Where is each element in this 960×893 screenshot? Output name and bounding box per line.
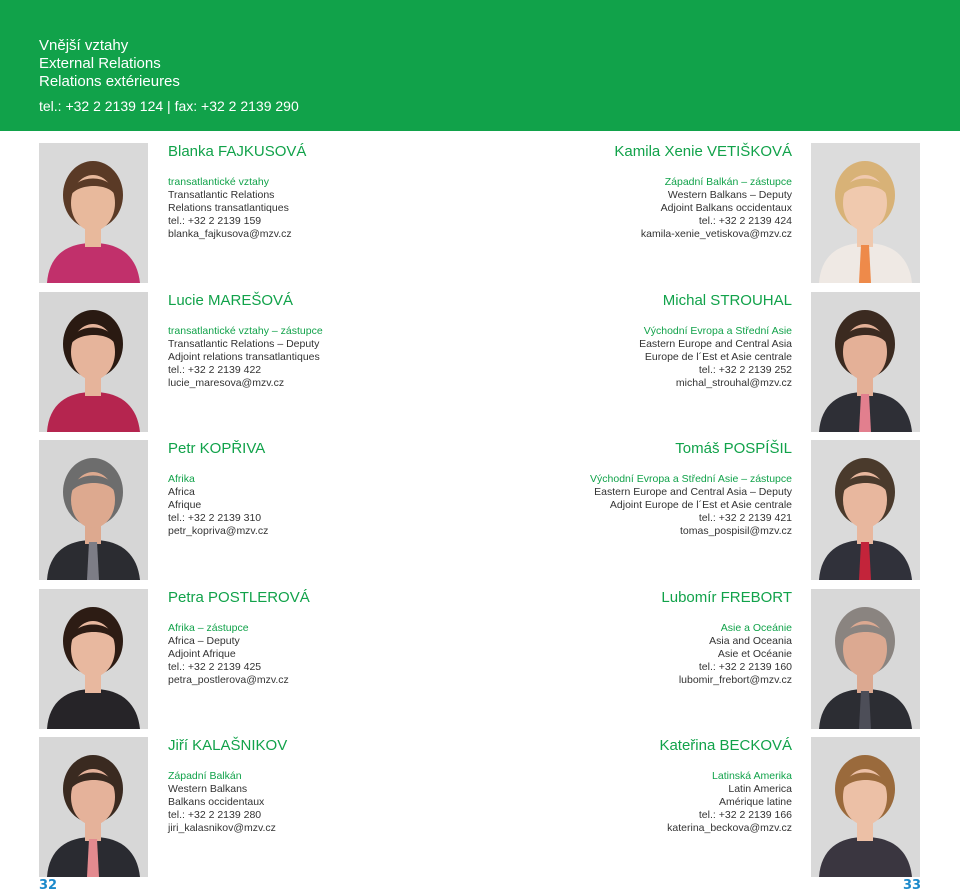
person-phone: tel.: +32 2 2139 421 — [698, 512, 792, 524]
page-number-right: 33 — [903, 878, 922, 893]
person-role-cs: Západní Balkán – zástupce — [664, 176, 792, 188]
person-email[interactable]: kamila-xenie_vetiskova@mzv.cz — [640, 228, 792, 240]
person-role-fr: Adjoint Balkans occidentaux — [660, 202, 792, 214]
person-role-cs: Východní Evropa a Střední Asie — [643, 325, 792, 337]
person-name: Michal STROUHAL — [662, 292, 792, 309]
person-role-fr: Adjoint Afrique — [168, 648, 236, 660]
person-name: Kamila Xenie VETIŠKOVÁ — [614, 143, 792, 160]
person-phone: tel.: +32 2 2139 424 — [698, 215, 792, 227]
person-role-cs: transatlantické vztahy — [168, 176, 269, 188]
section-contact: tel.: +32 2 2139 124 | fax: +32 2 2139 290 — [39, 98, 299, 114]
title-cs: Vnější vztahy — [39, 37, 129, 54]
person-role-cs: Východní Evropa a Střední Asie – zástupce — [590, 473, 792, 485]
person-role-fr: Relations transatlantiques — [168, 202, 289, 214]
person-role-en: Asia and Oceania — [709, 635, 792, 647]
person-email[interactable]: jiri_kalasnikov@mzv.cz — [168, 822, 276, 834]
person-email[interactable]: lucie_maresova@mzv.cz — [168, 377, 285, 389]
person-details — [492, 325, 792, 390]
person-role-fr: Asie et Océanie — [717, 648, 792, 660]
person-details — [492, 622, 792, 687]
person-info — [492, 737, 792, 835]
person-role-fr: Balkans occidentaux — [168, 796, 265, 808]
person-role-fr: Afrique — [168, 499, 202, 511]
person-card — [0, 292, 960, 432]
person-phone: tel.: +32 2 2139 252 — [698, 364, 792, 376]
person-phone: tel.: +32 2 2139 166 — [698, 809, 792, 821]
person-phone: tel.: +32 2 2139 280 — [168, 809, 262, 821]
person-role-fr: Europe de l´Est et Asie centrale — [644, 351, 792, 363]
person-card — [0, 143, 960, 283]
person-info — [492, 440, 792, 538]
person-details — [492, 473, 792, 538]
person-role-en: Western Balkans — [168, 783, 248, 795]
person-role-en: Africa – Deputy — [168, 635, 240, 647]
person-role-fr: Amérique latine — [719, 796, 792, 808]
person-info — [492, 292, 792, 390]
person-role-cs: Asie a Oceánie — [720, 622, 792, 634]
person-role-en: Africa — [168, 486, 195, 498]
person-role-fr: Adjoint relations transatlantiques — [168, 351, 320, 363]
person-name: Lucie MAREŠOVÁ — [168, 292, 294, 309]
person-card — [0, 589, 960, 729]
person-photo — [811, 737, 920, 877]
person-name: Blanka FAJKUSOVÁ — [168, 143, 307, 160]
person-email[interactable]: petra_postlerova@mzv.cz — [168, 674, 289, 686]
person-phone: tel.: +32 2 2139 422 — [168, 364, 262, 376]
person-details — [492, 176, 792, 241]
title-fr: Relations extérieures — [39, 73, 180, 90]
person-info — [492, 143, 792, 241]
title-en: External Relations — [39, 55, 161, 72]
person-role-fr: Adjoint Europe de l´Est et Asie centrale — [609, 499, 792, 511]
person-email[interactable]: petr_kopriva@mzv.cz — [168, 525, 269, 537]
person-phone: tel.: +32 2 2139 425 — [168, 661, 262, 673]
person-name: Kateřina BECKOVÁ — [659, 737, 792, 754]
person-role-cs: Afrika – zástupce — [168, 622, 249, 634]
person-phone: tel.: +32 2 2139 160 — [698, 661, 792, 673]
person-name: Petra POSTLEROVÁ — [168, 589, 310, 606]
person-email[interactable]: michal_strouhal@mzv.cz — [675, 377, 792, 389]
person-photo — [811, 292, 920, 432]
person-photo — [811, 589, 920, 729]
person-card — [0, 440, 960, 580]
person-role-en: Transatlantic Relations – Deputy — [168, 338, 320, 350]
person-role-en: Eastern Europe and Central Asia – Deputy — [594, 486, 792, 498]
person-details — [492, 770, 792, 835]
person-name: Lubomír FREBORT — [661, 589, 792, 606]
person-email[interactable]: katerina_beckova@mzv.cz — [667, 822, 792, 834]
person-email[interactable]: blanka_fajkusova@mzv.cz — [168, 228, 292, 240]
person-card — [0, 737, 960, 877]
person-role-cs: Západní Balkán — [168, 770, 242, 782]
section-header — [0, 0, 960, 131]
person-photo — [811, 143, 920, 283]
person-email[interactable]: tomas_pospisil@mzv.cz — [680, 525, 792, 537]
person-role-en: Latin America — [728, 783, 792, 795]
person-role-cs: transatlantické vztahy – zástupce — [168, 325, 323, 337]
person-name: Tomáš POSPÍŠIL — [675, 440, 792, 457]
person-name: Jiří KALAŠNIKOV — [168, 737, 288, 754]
person-role-cs: Afrika — [168, 473, 195, 485]
person-role-en: Transatlantic Relations — [168, 189, 275, 201]
person-phone: tel.: +32 2 2139 310 — [168, 512, 262, 524]
person-role-en: Eastern Europe and Central Asia — [639, 338, 792, 350]
person-info — [492, 589, 792, 687]
person-photo — [811, 440, 920, 580]
person-email[interactable]: lubomir_frebort@mzv.cz — [678, 674, 792, 686]
person-role-en: Western Balkans – Deputy — [667, 189, 792, 201]
page-number-left: 32 — [39, 878, 58, 893]
person-role-cs: Latinská Amerika — [712, 770, 792, 782]
person-phone: tel.: +32 2 2139 159 — [168, 215, 262, 227]
person-name: Petr KOPŘIVA — [168, 440, 266, 457]
